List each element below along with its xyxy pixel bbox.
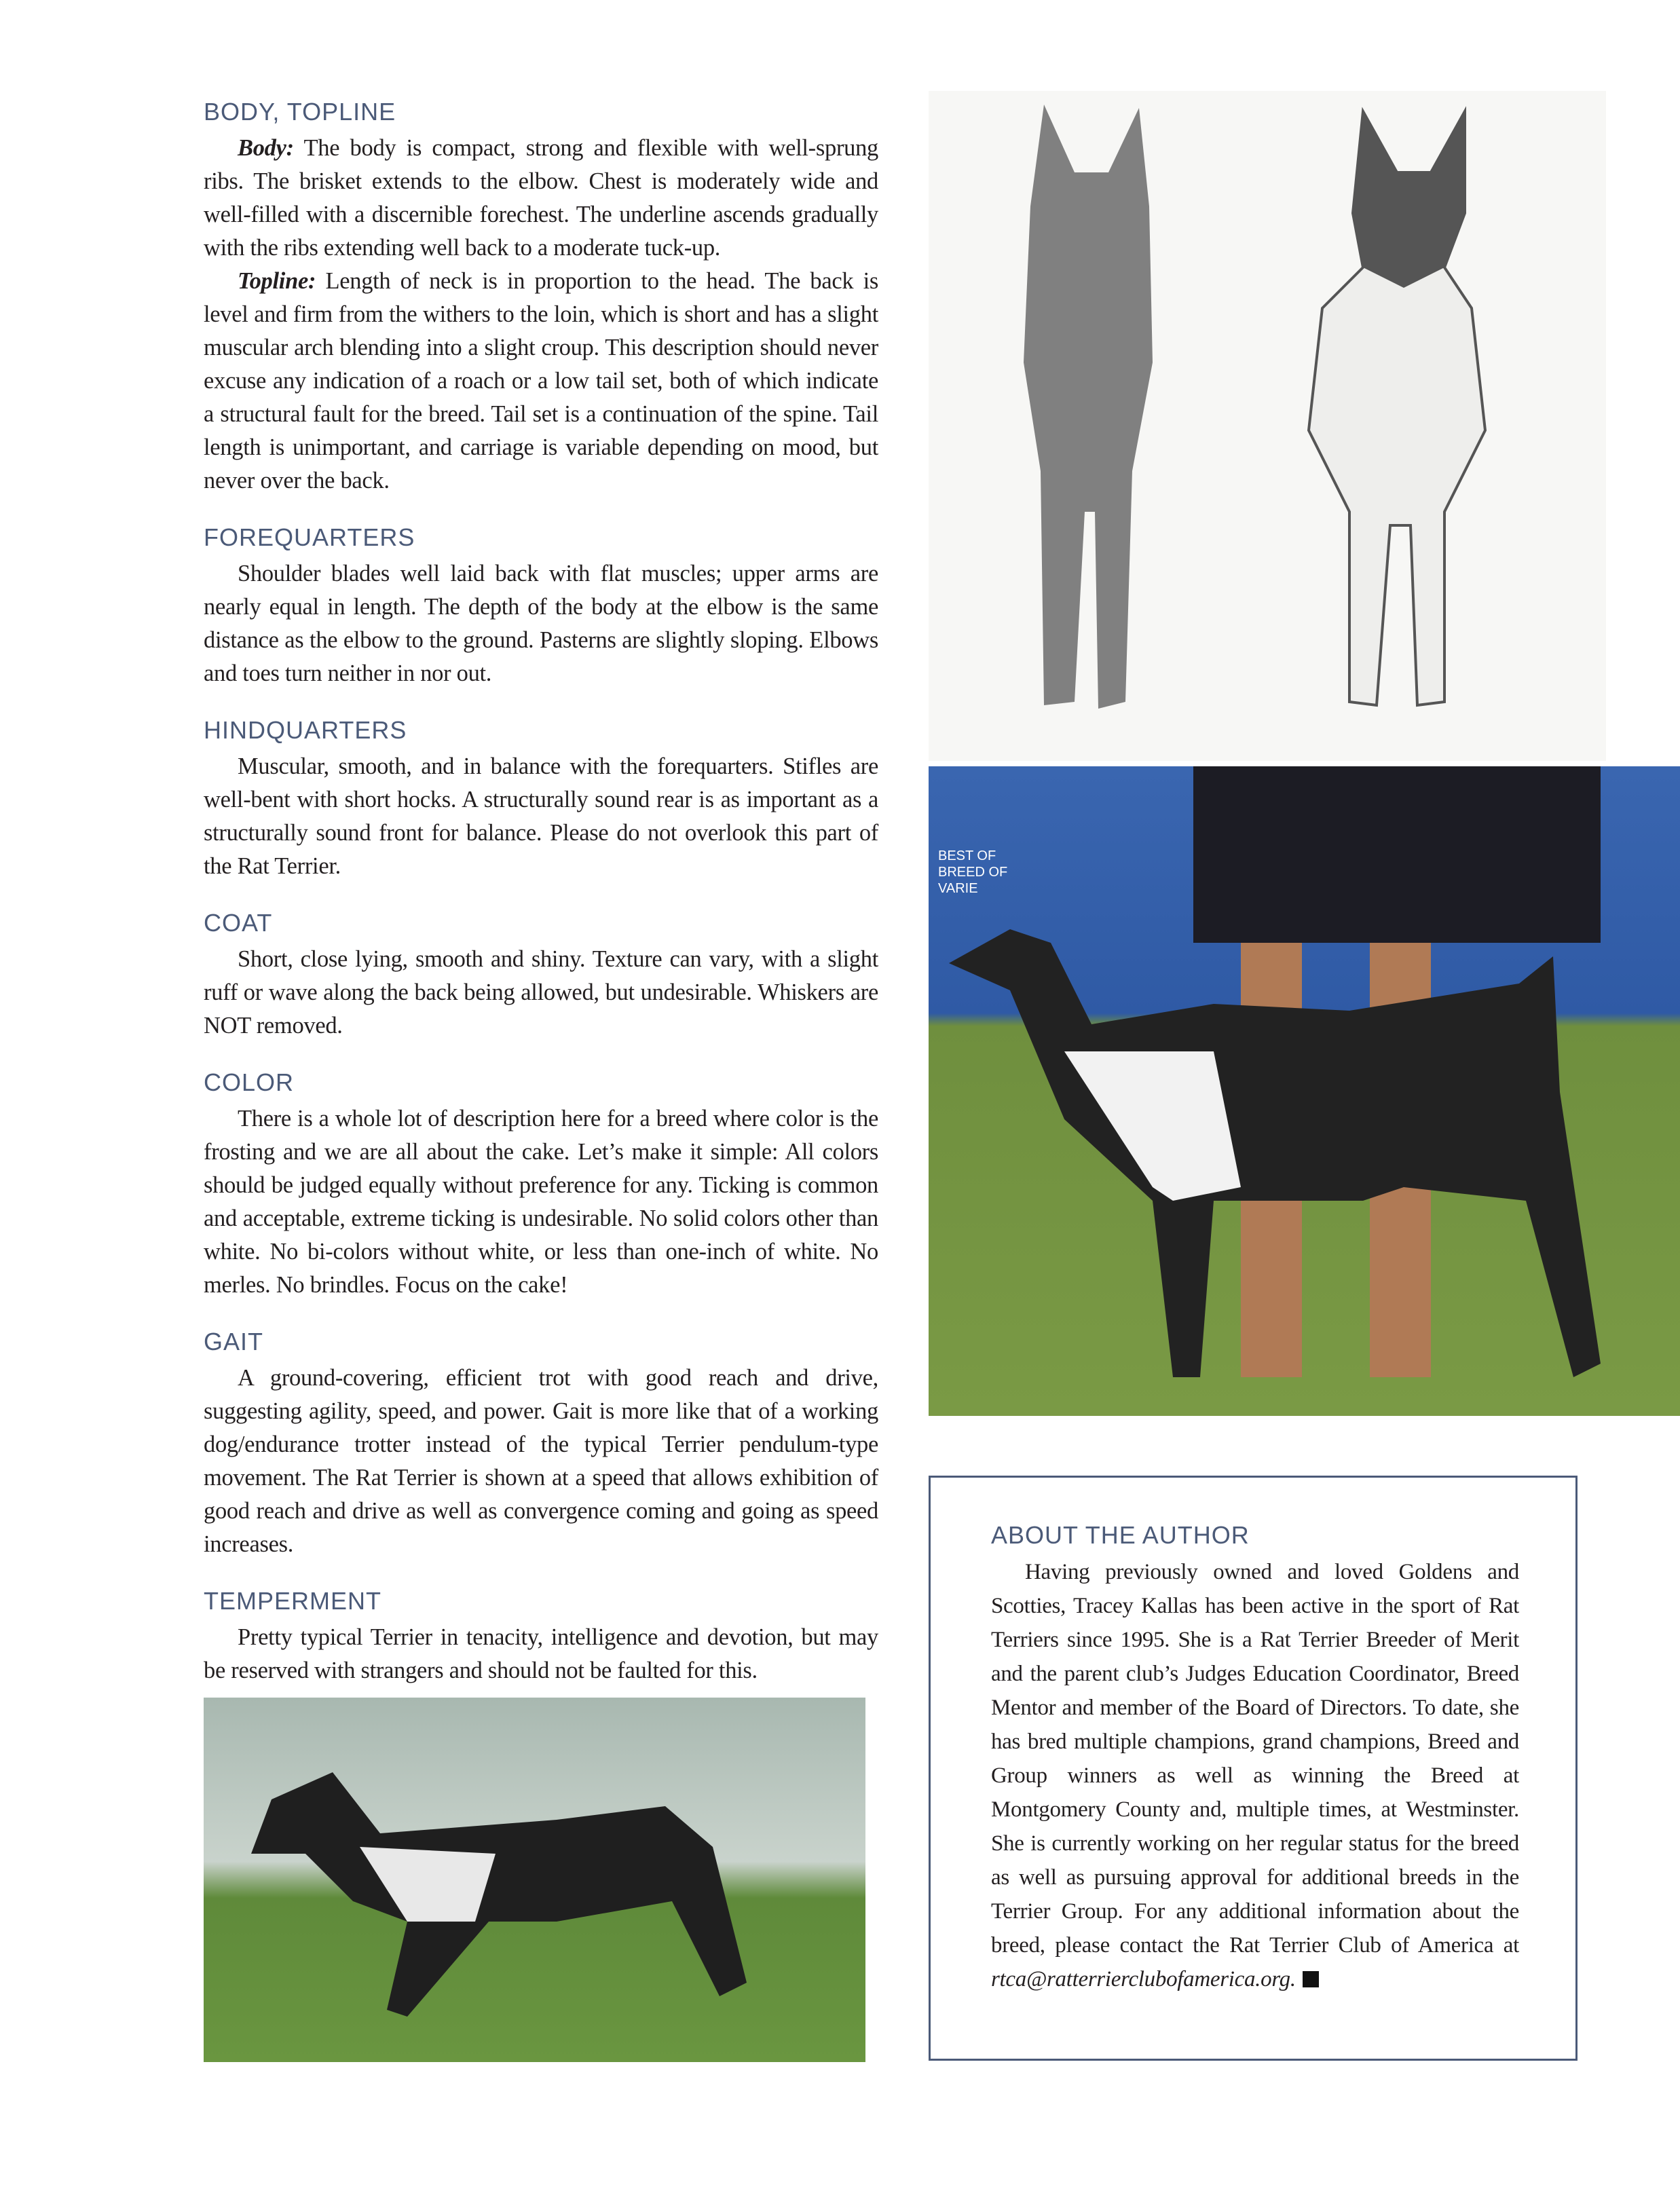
paragraph-text: Muscular, smooth, and in balance with the forequarters. Stifles are well-bent with short hocks. A structurally sound rear is as important as a structurally sound front for balance. Please do not overlook this part of the Rat Terrier. [204, 753, 878, 879]
paragraph-text: Length of neck is in proportion to the head. The back is level and firm from the withers to the loin, which is short and has a slight muscular arch blending into a slight croup. This description should never excuse any indication of a roach or a low tail set, both of which indicate a structural fault for the breed. Tail set is a continuation of the spine. Tail length is unimportant, and carriage is variable depending on mood, but never over the back. [204, 268, 878, 493]
author-email-link[interactable]: rtca@ratterrierclubofamerica.org. [991, 1967, 1296, 1991]
paragraph-topline [204, 265, 878, 498]
lead-label: Topline: [238, 268, 316, 294]
paragraph-text: A ground-covering, efficient trot with good reach and drive, suggesting agility, speed, and power. Gait is more like that of a working dog/endurance trotter instead of the typical Terrier pendulum-type movement. The Rat Terrier is shown at a speed that allows exhibition of good reach and drive as well as convergence coming and going as speed increases. [204, 1365, 878, 1557]
dog-silhouette [204, 1698, 865, 2062]
section-heading: GAIT [204, 1328, 264, 1355]
paragraph-text: There is a whole lot of description here for a breed where color is the frosting and we are all about the cake. Let’s make it simple: All colors should be judged equally without preference for any. Ticking is common and acceptable, extreme ticking is undesirable. No solid colors other than white. No bi-colors without white, or less than one-inch of white. No merles. No brindles. Focus on the cake! [204, 1106, 878, 1298]
section-heading: HINDQUARTERS [204, 716, 407, 744]
section-forequarters [204, 521, 878, 690]
paragraph-text: Short, close lying, smooth and shiny. Texture can vary, with a slight ruff or wave along the back being allowed, but undesirable. Whiskers are NOT removed. [204, 946, 878, 1039]
author-bio [991, 1555, 1519, 1996]
paragraph-text: Shoulder blades well laid back with flat muscles; upper arms are nearly equal in length. The depth of the body at the elbow is the same distance as the elbow to the ground. Pasterns are slightly sloping. Elbows and toes turn neither in nor out. [204, 561, 878, 686]
dog-silhouette [929, 766, 1680, 1416]
lead-label: Body: [238, 135, 294, 161]
author-bio-text: Having previously owned and loved Goldens and Scotties, Tracey Kallas has been active in the sport of Rat Terriers since 1995. She is a Rat Terrier Breeder of Merit and the parent club’s Judges Education Coordinator, Breed Mentor and member of the Board of Directors. To date, she has bred multiple champions, grand champions, Breed and Group winners as well as winning the Breed at Montgomery County and, multiple times, at Westminster. She is currently working on her regular status for the breed as well as pursuing approval for additional breeds in the Terrier Group. For any additional information about the breed, please contact the Rat Terrier Club of America at [991, 1560, 1519, 1958]
section-heading: TEMPERMENT [204, 1587, 381, 1615]
rat-terrier-gaiting-photo [204, 1698, 865, 2062]
section-coat [204, 906, 878, 1043]
sign-line: VARIE [938, 881, 978, 896]
author-heading: ABOUT THE AUTHOR [991, 1521, 1250, 1549]
paragraph-text: The body is compact, strong and flexible with well-sprung ribs. The brisket extends to the elbow. Chest is moderately wide and well-filled with a discernible forechest. The underline ascends gradually with the ribs extending well back to a moderate tuck-up. [204, 135, 878, 261]
section-temperment [204, 1584, 878, 1687]
section-heading: FOREQUARTERS [204, 523, 415, 551]
rear-and-front-view-drawing [929, 91, 1606, 761]
front-view-dog [1309, 111, 1485, 705]
paragraph-text: Pretty typical Terrier in tenacity, intelligence and devotion, but may be reserved with strangers and should not be faulted for this. [204, 1624, 878, 1683]
rat-terrier-show-stack-photo [929, 766, 1680, 1416]
about-the-author-box [929, 1476, 1578, 2061]
section-heading: BODY, TOPLINE [204, 98, 396, 126]
section-color [204, 1066, 878, 1302]
article-left-column [204, 95, 878, 1710]
section-heading: COAT [204, 909, 273, 937]
section-body-topline [204, 95, 878, 498]
section-gait [204, 1325, 878, 1561]
rear-view-dog [1024, 105, 1153, 709]
paragraph-body [204, 132, 878, 265]
end-mark-icon [1303, 1971, 1319, 1987]
section-hindquarters [204, 713, 878, 883]
sign-line: BEST OF [938, 848, 996, 863]
sign-line: BREED OF [938, 865, 1008, 880]
section-heading: COLOR [204, 1068, 295, 1096]
dog-illustration [929, 91, 1606, 761]
